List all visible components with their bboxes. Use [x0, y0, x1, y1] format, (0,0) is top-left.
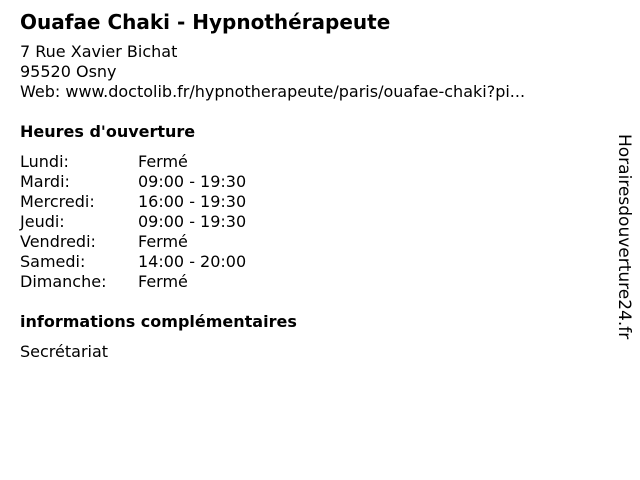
website-link[interactable]: Web: www.doctolib.fr/hypnotherapeute/paris/ouafae-chaki?pi...: [20, 82, 526, 101]
hours-day-label: Jeudi:: [20, 212, 65, 231]
additional-info-text: Secrétariat: [20, 342, 109, 361]
page-title: Ouafae Chaki - Hypnothérapeute: [20, 10, 391, 34]
hours-row-thursday: [20, 212, 600, 232]
hours-row-saturday: [20, 252, 600, 272]
hours-time-value: 14:00 - 20:00: [138, 252, 247, 271]
brand-watermark-text: Horairesdouverture24.fr: [614, 134, 634, 340]
opening-hours-heading: Heures d'ouverture: [20, 122, 196, 141]
hours-time-value: 09:00 - 19:30: [138, 212, 247, 231]
address-city: 95520 Osny: [20, 62, 117, 81]
hours-day-label: Vendredi:: [20, 232, 96, 251]
hours-row-sunday: [20, 272, 600, 292]
hours-row-tuesday: [20, 172, 600, 192]
brand-watermark: [612, 134, 636, 344]
hours-row-monday: [20, 152, 600, 172]
hours-time-value: Fermé: [138, 232, 188, 251]
additional-info-heading: informations complémentaires: [20, 312, 297, 331]
hours-day-label: Lundi:: [20, 152, 69, 171]
business-card: [20, 10, 600, 362]
hours-row-wednesday: [20, 192, 600, 212]
hours-day-label: Mercredi:: [20, 192, 95, 211]
hours-time-value: Fermé: [138, 152, 188, 171]
hours-day-label: Samedi:: [20, 252, 86, 271]
hours-time-value: 16:00 - 19:30: [138, 192, 247, 211]
address-street: 7 Rue Xavier Bichat: [20, 42, 178, 61]
opening-hours-list: [20, 152, 600, 292]
hours-row-friday: [20, 232, 600, 252]
hours-time-value: Fermé: [138, 272, 188, 291]
hours-day-label: Dimanche:: [20, 272, 107, 291]
hours-day-label: Mardi:: [20, 172, 70, 191]
hours-time-value: 09:00 - 19:30: [138, 172, 247, 191]
